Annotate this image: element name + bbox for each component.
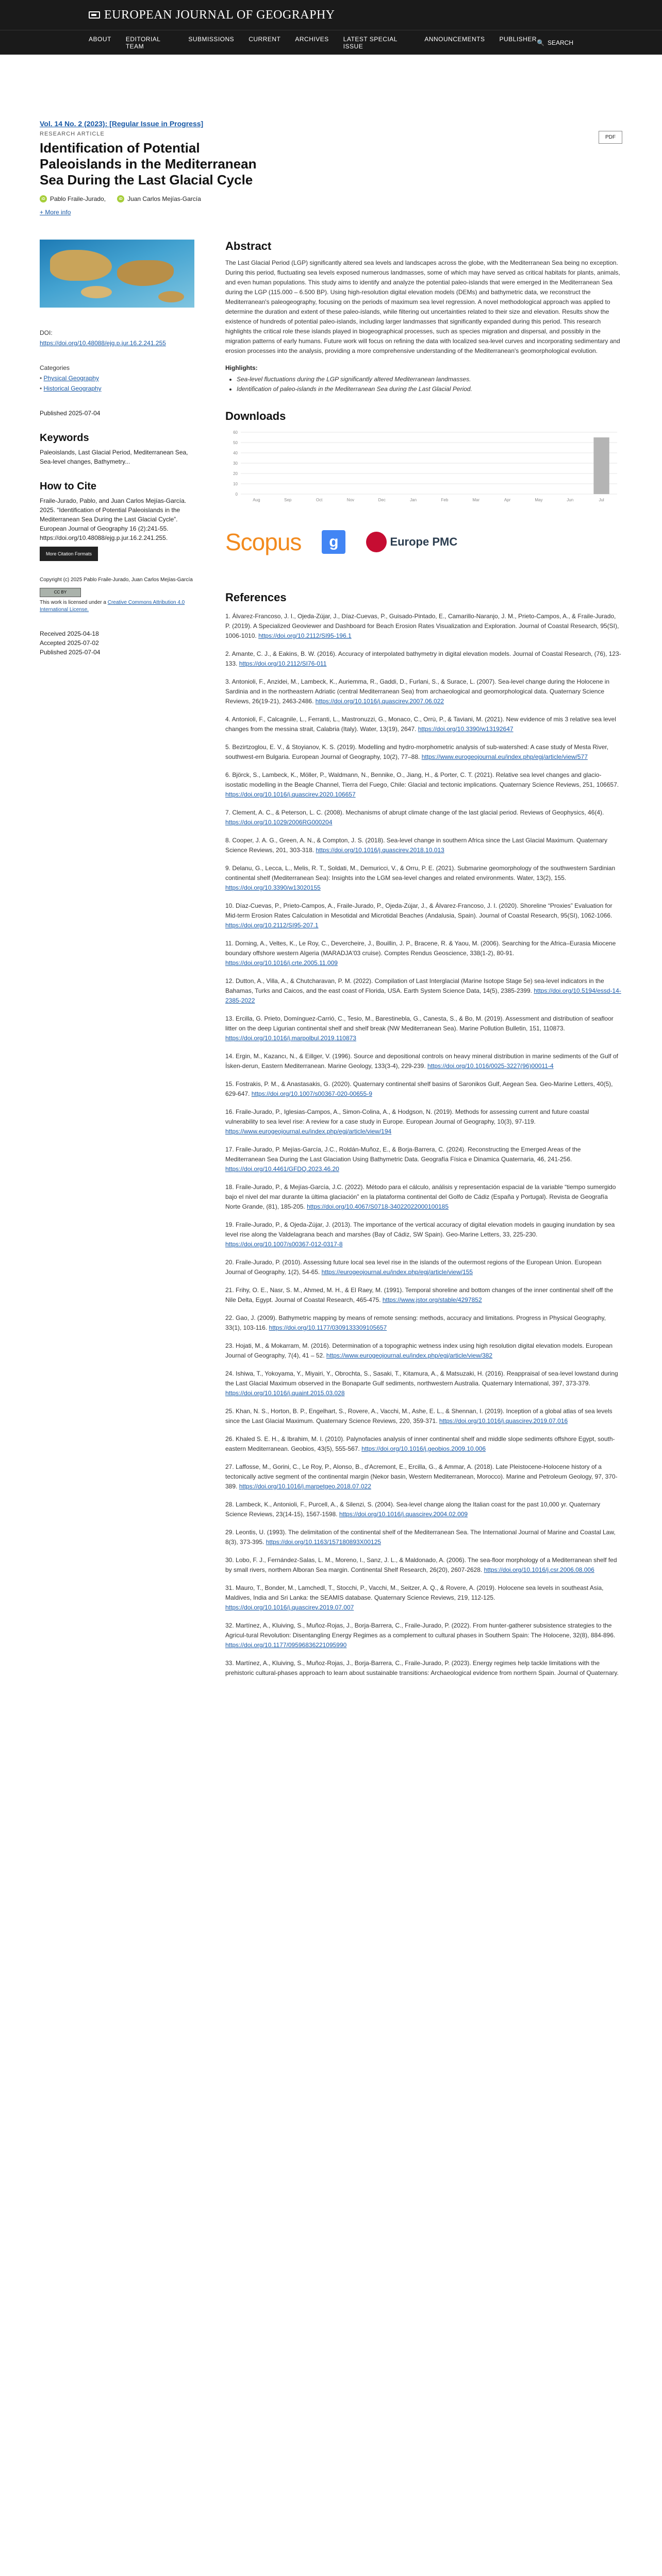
reference-item: 21. Frihy, O. E., Nasr, S. M., Ahmed, M. H., & El Raey, M. (1991). Temporal shoreline and bottom changes of the inner continental shelf off the Nile Delta, Egypt. Journal of Coastal Research, 465-475. https://www.jstor.org/stable/4297852 — [225, 1286, 614, 1303]
reference-doi-link[interactable]: https://doi.org/10.2112/SI95-207.1 — [225, 922, 319, 929]
license-text: This work is licensed under a — [40, 600, 106, 605]
author-name: Pablo Fraile-Jurado, — [50, 195, 106, 202]
reference-item: 22. Gao, J. (2009). Bathymetric mapping by means of remote sensing: methods, accuracy and limitations. Progress in Physical Geography, 33(1), 103-116. https://doi.org/10.1177/0309133309105657 — [225, 1314, 606, 1331]
reference-item: 12. Dutton, A., Villa, A., & Chutcharavan, P. M. (2022). Compilation of Last Interglacial (Marine Isotope Stage 5e) sea-level indicators in the Bahamas, Turks and Caicos, and the east coast of Florida, USA. Earth System Science Data, 14(5), 2385-2399. https://doi.org/10.5194/essd-14-2385-2022 — [225, 977, 621, 1004]
highlights-heading: Highlights: — [225, 364, 258, 371]
reference-doi-link[interactable]: https://doi.org/10.1163/157180893X00125 — [266, 1538, 382, 1546]
author-item[interactable] — [40, 195, 106, 202]
copyright-text: Copyright (c) 2025 Pablo Fraile-Jurado, Juan Carlos Mejías-García — [40, 577, 193, 583]
reference-doi-link[interactable]: https://doi.org/10.4067/S0718-34022022000100185 — [307, 1203, 449, 1210]
reference-item: 5. Bezirtzoglou, E. V., & Stoyianov, K. S. (2019). Modelling and hydro-morphometric analysis of sub-watershed: A case study of Mesta River, southwest-ern Bulgaria. European Journal of Geography, 10(2), 77–88. https://www.eurogeojournal.eu/index.php/egj/article/view/577 — [225, 743, 609, 760]
reference-doi-link[interactable]: https://www.eurogeojournal.eu/index.php/egj/article/view/194 — [225, 1128, 392, 1135]
orcid-icon[interactable]: iD — [40, 195, 47, 202]
search-icon: 🔍 — [537, 39, 544, 46]
y-tick-label: 20 — [233, 471, 238, 476]
europe-pmc-text: Europe PMC — [390, 535, 458, 548]
reference-item: 7. Clement, A. C., & Peterson, L. C. (2008). Mechanisms of abrupt climate change of the last glacial period. Reviews of Geophysics, 46(4). https://doi.org/10.1029/2006RG000204 — [225, 809, 604, 826]
reference-doi-link[interactable]: https://doi.org/10.4461/GFDQ.2023.46.20 — [225, 1165, 339, 1173]
reference-doi-link[interactable]: https://doi.org/10.1016/j.crte.2005.11.009 — [225, 959, 338, 967]
license-link[interactable]: Creative Commons Attribution 4.0 International License. — [40, 600, 185, 613]
reference-doi-link[interactable]: https://www.eurogeojournal.eu/index.php/egj/article/view/577 — [421, 753, 588, 760]
nav-item[interactable]: ANNOUNCEMENTS — [424, 35, 485, 43]
y-tick-label: 50 — [233, 440, 238, 445]
doi-link[interactable]: https://doi.org/10.48088/ejg.p.jur.16.2.241.255 — [40, 340, 166, 347]
reference-item: 33. Martínez, A., Kluiving, S., Muñoz-Rojas, J., Borja-Barrera, C., Fraile-Jurado, P. (2023). Energy regimes help tackle limitations with the prehistoric cultural-phases approach to learn about sustainable transitions: Archaeological evidence from northern Spain. Journal of Quaternary. — [225, 1659, 619, 1676]
scopus-logo[interactable]: Scopus — [225, 529, 302, 555]
search-label: SEARCH — [547, 39, 573, 46]
reference-item: 17. Fraile-Jurado, P. Mejías-García, J.C., Roldán-Muñoz, E., & Borja-Barrera, C. (2024). Reconstructing the Emerged Areas of the Mediterranean Sea During the Last Glaciation Using Bathymetric Data. Geografía Física e Dinamica Quaternaria, 46, 241-256. https://doi.org/10.4461/GFDQ.2023.46.20 — [225, 1146, 581, 1173]
abstract-text: The Last Glacial Period (LGP) significantly altered sea levels and landscapes across the globe, with the Mediterranean Sea being no exception. During this period, fluctuating sea levels exposed numerous landmasses, some of which may have served as critical habitats for plants, animals, and even human populations. This study aims to identify and analyze the potential paleo-islands that were emerged in the Mediterranean Sea during the LGP (115.000 – 6.500 BP). Using high-resolution digital elevation models (DEMs) and bathymetric data, we reconstruct the Mediterranean's paleogeography, focusing on the periods of maximum sea level regression. A novel methodological approach was applied to determine the duration and extent of these paleo-islands, while filtering out uncertainties related to their size and elevation. Results show the existence of hundreds of potential paleo-islands, including larger landmasses that significantly expanded during this period. This research highlights the critical role these islands played in biogeographical processes, such as species migration and dispersal, and possibly in the migration patterns of early humans. Future work will focus on refining the data with localized sea-level curves and incorporating sedimentary and erosion processes into the analysis, providing a more comprehensive understanding of the Mediterranean's geomorphological evolution. — [225, 259, 620, 354]
reference-doi-link[interactable]: https://www.eurogeojournal.eu/index.php/egj/article/view/382 — [326, 1352, 493, 1359]
reference-doi-link[interactable]: https://doi.org/10.1016/j.quaint.2015.03.028 — [225, 1389, 345, 1397]
logo-text: EUROPEAN JOURNAL OF GEOGRAPHY — [104, 8, 335, 22]
reference-doi-link[interactable]: https://doi.org/10.2112/SI95-196.1 — [258, 632, 352, 639]
cover-image[interactable] — [40, 240, 194, 308]
reference-item: 23. Hojati, M., & Mokarram, M. (2016). Determination of a topographic wetness index using high resolution digital elevation models. European Journal of Geography, 7(4), 41 – 52. https://www.eurogeojournal.eu/index.php/egj/article/view/382 — [225, 1342, 613, 1359]
nav-item[interactable]: ARCHIVES — [295, 35, 329, 43]
article-title: Identification of Potential Paleoislands in the Mediterranean Sea During the Last Glacial Cycle — [40, 140, 257, 188]
downloads-heading: Downloads — [225, 410, 286, 422]
x-tick-label: Mar — [472, 498, 480, 502]
nav-item[interactable]: LATEST SPECIAL ISSUE — [343, 35, 398, 50]
reference-doi-link[interactable]: https://doi.org/10.1029/2006RG000204 — [225, 819, 333, 826]
references-heading: References — [225, 591, 287, 604]
dates-block — [40, 629, 194, 657]
reference-item: 29. Leontis, U. (1993). The delimitation of the continental shelf of the Mediterranean Sea. The International Journal of Marine and Coastal Law, 8(3), 373-395. https://doi.org/10.1163/157180893X00125 — [225, 1529, 616, 1546]
x-tick-label: Sep — [284, 498, 292, 502]
site-header — [0, 0, 662, 30]
y-tick-label: 40 — [233, 451, 238, 455]
reference-doi-link[interactable]: https://doi.org/10.1016/j.quascirev.2019.07.016 — [439, 1417, 568, 1425]
downloads-chart-svg — [225, 428, 622, 505]
reference-item: 26. Khaled S. E. H., & Ibrahim, M. I. (2010). Palynofacies analysis of inner continental shelf and middle slope sediments offshore Egypt, south-eastern Mediterranean. Geobios, 43(5), 555-567. https://doi.org/10.1016/j.geobios.2009.10.006 — [225, 1435, 615, 1452]
reference-item: 6. Björck, S., Lambeck, K., Möller, P., Waldmann, N., Bennike, O., Jiang, H., & Porter, C. T. (2021). Relative sea level changes and glacio-isostatic modelling in the Beagle Channel, Tierra del Fuego, Chile: Glacial and tectonic implications. Quaternary Science Reviews, 251, 106657. https://doi.org/10.1016/j.quascirev.2020.106657 — [225, 771, 619, 798]
reference-item: 20. Fraile-Jurado, P. (2010). Assessing future local sea level rise in the islands of the outermost regions of the European Union. European Journal of Geography, 1(2), 54-65. https://eurogeojournal.eu/index.php/egj/article/view/155 — [225, 1259, 602, 1276]
reference-item: 28. Lambeck, K., Antonioli, F., Purcell, A., & Silenzi, S. (2004). Sea-level change along the Italian coast for the past 10,000 yr. Quaternary Science Reviews, 23(14-15), 1567-1598. https://doi.org/10.1016/j.quascirev.2004.02.009 — [225, 1501, 601, 1518]
reference-doi-link[interactable]: https://doi.org/10.1016/j.quascirev.2020.106657 — [225, 791, 356, 798]
reference-doi-link[interactable]: https://doi.org/10.1016/j.marpolbul.2019.110873 — [225, 1035, 356, 1042]
pdf-button[interactable]: PDF — [599, 131, 622, 144]
reference-doi-link[interactable]: https://doi.org/10.2112/SI76-011 — [239, 660, 327, 667]
nav-item[interactable]: ABOUT — [89, 35, 111, 43]
reference-item: 30. Lobo, F. J., Fernández-Salas, L. M., Moreno, I., Sanz, J. L., & Maldonado, A. (2006). The sea-floor morphology of a Mediterranean shelf fed by small rivers, northern Alboran Sea margin. Continental Shelf Research, 26(20), 2607-2628. https://doi.org/10.1016/j.csr.2006.08.006 — [225, 1556, 617, 1573]
cite-heading: How to Cite — [40, 481, 96, 492]
more-info-link[interactable]: + More info — [40, 209, 71, 216]
published-date-2: Published 2025-07-04 — [40, 649, 101, 656]
main-nav — [0, 30, 662, 55]
x-tick-label: Jan — [410, 498, 417, 502]
references-list — [225, 612, 622, 1678]
europe-pmc-logo[interactable] — [366, 532, 457, 552]
sidebar — [40, 240, 194, 672]
europe-pmc-icon — [366, 532, 387, 552]
cite-block — [40, 482, 194, 561]
reference-item: 14. Ergin, M., Kazancı, N., & Eillger, V. (1996). Source and depositional controls on heavy mineral distribution in marine sediments of the Gulf of İsken-derun, Eastern Mediterranean. Marine Geology, 133(3-4), 229-239. https://doi.org/10.1016/0025-3227(96)00011-4 — [225, 1053, 618, 1070]
reference-doi-link[interactable]: https://doi.org/10.1016/j.quascirev.2019.07.007 — [225, 1604, 354, 1611]
license-block — [40, 577, 194, 614]
reference-item: 16. Fraile-Jurado, P., Iglesias-Campos, A., Simon-Colina, A., & Hodgson, N. (2019). Methods for assessing current and future coastal vulnerability to sea level rise: A review for a case study in Europe. European Journal of Geography, 10(3), 97-119. https://www.eurogeojournal.eu/index.php/egj/article/view/194 — [225, 1108, 589, 1135]
author-name: Juan Carlos Mejías-García — [127, 195, 201, 202]
downloads-chart — [225, 428, 622, 505]
x-tick-label: Feb — [441, 498, 449, 502]
nav-item[interactable]: PUBLISHER — [499, 35, 537, 43]
doi-block — [40, 328, 194, 348]
reference-doi-link[interactable]: https://doi.org/10.5194/essd-14-2385-2022 — [225, 987, 621, 1004]
reference-item: 19. Fraile-Jurado, P., & Ojeda-Zújar, J. (2013). The importance of the vertical accuracy of digital elevation models in gauging inundation by sea level rise along the Valdelagrana beach and marshes (Bay of Cádiz, SW Spain). Geo-Marine Letters, 33, 225-230. https://doi.org/10.1007/s00367-012-0317-8 — [225, 1221, 615, 1248]
reference-doi-link[interactable]: https://doi.org/10.1007/s00367-020-00655-9 — [251, 1090, 372, 1097]
reference-item: 13. Ercilla, G. Prieto, Domínguez-Carrió, C., Tesio, M., Barestinebla, G., Canesta, S., & Bo, M. (2019). Assessment and distribution of seafloor litter on the deep Ligurian continental shelf and shelf break (NW Mediterranean Sea). Marine Pollution Bulletin, 151, 110873. https://doi.org/10.1016/j.marpolbul.2019.110873 — [225, 1015, 614, 1042]
reference-item: 31. Mauro, T., Bonder, M., Lamchedl, T., Stocchi, P., Vacchi, M., Seitzer, A. Q., & Rovere, A. (2019). Holocene sea levels in southeast Asia, Maldives, India and Sri Lanka: the SEAMIS database. Quaternary Science Reviews, 219, 112-125. https://doi.org/10.1016/j.quascirev.2019.07.007 — [225, 1584, 604, 1611]
y-tick-label: 10 — [233, 482, 238, 486]
reference-doi-link[interactable]: https://doi.org/10.3390/w13020155 — [225, 884, 321, 891]
x-tick-label: Jun — [567, 498, 574, 502]
categories-block — [40, 363, 194, 393]
cc-by-badge[interactable]: CC BY — [40, 588, 81, 597]
published-date: Published 2025-07-04 — [40, 410, 101, 417]
reference-item: 32. Martínez, A., Kluiving, S., Muñoz-Rojas, J., Borja-Barrera, C., Fraile-Jurado, P. (2022). From hunter-gatherer subsistence strategies to the Agricul-tural Revolution: Disentangling Energy Regimes as a complement to cultural phases in Southern Spain: The Holocene, 32(8), 884-896. https://doi.org/10.1177/09596836221095990 — [225, 1622, 616, 1649]
reference-doi-link[interactable]: https://doi.org/10.1016/j.marpetgeo.2018.07.022 — [239, 1483, 371, 1490]
reference-doi-link[interactable]: https://doi.org/10.1007/s00367-012-0317-8 — [225, 1241, 343, 1248]
highlight-item: • Sea-level fluctuations during the LGP significantly altered Mediterranean landmasses. — [237, 375, 622, 384]
reference-doi-link[interactable]: https://doi.org/10.1016/j.quascirev.2004.02.009 — [339, 1511, 468, 1518]
reference-item: 27. Laffosse, M., Gorini, C., Le Roy, P., Alonso, B., d'Acremont, E., Ercilla, G., & Ammar, A. (2018). Late Pleistocene-Holocene history of a tectonically active segment of the continental margin (Nekor basin, Western Mediterranean, Morocco). Marine and Petroleum Geology, 97, 370-389. https://doi.org/10.1016/j.marpetgeo.2018.07.022 — [225, 1463, 618, 1490]
reference-doi-link[interactable]: https://www.jstor.org/stable/4297852 — [382, 1296, 482, 1303]
nav-item[interactable]: EDITORIAL TEAM — [125, 35, 161, 50]
journal-logo-icon — [89, 11, 100, 19]
site-logo[interactable] — [89, 8, 335, 22]
keywords-heading: Keywords — [40, 432, 89, 444]
highlight-item: • Identification of paleo-islands in the Mediterranean Sea during the Last Glacial Period. — [237, 384, 622, 394]
download-bar[interactable] — [593, 437, 609, 494]
orcid-icon[interactable]: iD — [117, 195, 124, 202]
x-tick-label: Dec — [378, 498, 386, 502]
doi-label: DOI: — [40, 329, 53, 336]
citation-formats-button[interactable]: More Citation Formats — [40, 547, 98, 561]
reference-item: 10. Díaz-Cuevas, P., Prieto-Campos, A., Fraile-Jurado, P., Ojeda-Zújar, J., & Álvarez-Francoso, J. I. (2020). Shoreline “Proxies” Evaluation for Mid-term Erosion Rates Calculation in Mesotidal and Microtidal Beaches (Andalusia, Spain). Journal of Coastal Research, 95(SI), 1062-1066. https://doi.org/10.2112/SI95-207.1 — [225, 902, 613, 929]
reference-doi-link[interactable]: https://doi.org/10.1016/j.csr.2006.08.006 — [484, 1566, 594, 1573]
nav-items — [89, 36, 537, 50]
google-scholar-logo[interactable]: g — [322, 530, 345, 554]
section-tag: RESEARCH ARTICLE — [40, 131, 105, 137]
highlights-list — [225, 375, 622, 394]
x-tick-label: May — [535, 498, 543, 502]
reference-doi-link[interactable]: https://doi.org/10.1177/09596836221095990 — [225, 1641, 347, 1649]
article-body — [40, 240, 622, 1686]
article-page — [40, 120, 622, 1686]
header-spacer — [0, 55, 662, 120]
reference-doi-link[interactable]: https://doi.org/10.1016/j.quascirev.2018.10.013 — [316, 846, 444, 854]
abstract-heading: Abstract — [225, 240, 272, 252]
reference-item: 15. Fostrakis, P. M., & Anastasakis, G. (2020). Quaternary continental shelf basins of Saronikos Gulf, Aegean Sea. Geo-Marine Letters, 40(5), 629-647. https://doi.org/10.1007/s00367-020-00655-9 — [225, 1080, 613, 1097]
x-tick-label: Oct — [316, 498, 323, 502]
received-date: Received 2025-04-18 — [40, 630, 99, 637]
x-tick-label: Aug — [253, 498, 260, 502]
reference-item: 4. Antonioli, F., Calcagnile, L., Ferranti, L., Mastronuzzi, G., Monaco, C., Orrù, P., & Taviani, M. (2021). New evidence of mis 3 relative sea level changes from the messina strait, Calabria (Italy). Water, 13(19), 2647. https://doi.org/10.3390/w13192647 — [225, 716, 616, 733]
reference-doi-link[interactable]: https://doi.org/10.1016/j.geobios.2009.10.006 — [361, 1445, 486, 1452]
accepted-date: Accepted 2025-07-02 — [40, 639, 99, 647]
reference-item: 24. Ishiwa, T., Yokoyama, Y., Miyairi, Y., Obrochta, S., Sasaki, T., Kitamura, A., & Matsuzaki, H. (2016). Reappraisal of sea-level lowstand during the Last Glacial Maximum observed in the Bonaparte Gulf sediments, northwestern Australia. Quaternary International, 397, 373-379. https://doi.org/10.1016/j.quaint.2015.03.028 — [225, 1370, 618, 1397]
reference-doi-link[interactable]: https://doi.org/10.1016/0025-3227(96)00011-4 — [427, 1062, 554, 1070]
category-link[interactable]: Physical Geography — [43, 375, 99, 382]
reference-item: 8. Cooper, J. A. G., Green, A. N., & Compton, J. S. (2018). Sea-level change in southern Africa since the Last Glacial Maximum. Quaternary Science Reviews, 201, 303-318. https://doi.org/10.1016/j.quascirev.2018.10.013 — [225, 837, 608, 854]
reference-doi-link[interactable]: https://doi.org/10.1177/0309133309105657 — [269, 1324, 387, 1331]
x-tick-label: Nov — [346, 498, 355, 502]
categories-label: Categories — [40, 364, 70, 371]
nav-item[interactable]: SUBMISSIONS — [188, 35, 235, 43]
y-tick-label: 30 — [233, 461, 238, 466]
nav-item[interactable]: CURRENT — [249, 35, 281, 43]
x-tick-label: Jul — [599, 498, 604, 502]
reference-doi-link[interactable]: https://eurogeojournal.eu/index.php/egj/article/view/155 — [321, 1268, 473, 1276]
y-tick-label: 60 — [233, 430, 238, 435]
reference-doi-link[interactable]: https://doi.org/10.3390/w13192647 — [418, 725, 514, 733]
issue-link[interactable]: Vol. 14 No. 2 (2023): [Regular Issue in Progress] — [40, 120, 204, 128]
indexing-logos — [225, 524, 622, 560]
reference-item: 9. Delanu, G., Lecca, L., Melis, R. T., Soldati, M., Demuricci, V., & Orru, P. E. (2021). Submarine geomorphology of the southwestern Sardinian continental shelf (Mediterranean Sea): Insights into the LGM sea-level changes and related environments. Water, 13(2), 155. https://doi.org/10.3390/w13020155 — [225, 865, 616, 891]
reference-item: 25. Khan, N. S., Horton, B. P., Engelhart, S., Rovere, A., Vacchi, M., Ashe, E. L., & Shennan, I. (2019). Inception of a global atlas of sea levels since the Last Glacial Maximum. Quaternary Science Reviews, 220, 359-371. https://doi.org/10.1016/j.quascirev.2019.07.016 — [225, 1408, 613, 1425]
reference-doi-link[interactable]: https://doi.org/10.1016/j.quascirev.2007.06.022 — [315, 698, 444, 705]
category-link[interactable]: Historical Geography — [43, 385, 102, 392]
x-tick-label: Apr — [504, 498, 511, 502]
citation-text: Fraile-Jurado, Pablo, and Juan Carlos Mejías-García. 2025. “Identification of Potential Paleoislands in the Mediterranean Sea During the Last Glacial Cycle”. European Journal of Geography 16 (2):241-55. https://doi.org/10.48088/ejg.p.jur.16.2.241.255. — [40, 497, 187, 541]
y-tick-label: 0 — [235, 492, 238, 497]
reference-item: 3. Antonioli, F., Anzidei, M., Lambeck, K., Auriemma, R., Gaddi, D., Furlani, S., & Surace, L. (2007). Sea-level change during the Holocene in Sardinia and in the northeastern Adriatic (central Mediterranean Sea) from archaeological and geomorphological data. Quaternary Science Reviews, 26(19-21), 2463-2486. https://doi.org/10.1016/j.quascirev.2007.06.022 — [225, 678, 610, 705]
reference-item: 11. Dorning, A., Veltes, K., Le Roy, C., Devercheire, J., Bouillin, J. P., Bracene, R. & Yaou, M. (2006). Searching for the Africa–Eurasia Miocene boundary offshore western Algeria (MARADJA'03 cruise). Comptes Rendus Geoscience, 338(1-2), 80-91. https://doi.org/10.1016/j.crte.2005.11.009 — [225, 940, 616, 967]
keywords-block — [40, 433, 194, 466]
reference-item: 2. Amante, C. J., & Eakins, B. W. (2016). Accuracy of interpolated bathymetry in digital elevation models. Journal of Coastal Research, (76), 123-133. https://doi.org/10.2112/SI76-011 — [225, 650, 621, 667]
keywords-text: Paleoislands, Last Glacial Period, Mediterranean Sea, Sea-level changes, Bathymetry... — [40, 449, 188, 465]
reference-item: 18. Fraile-Jurado, P., & Mejías-García, J.C. (2022). Método para el cálculo, análisis y representación espacial de la variable “tiempo sumergido bajo el nivel del mar durante la última glaciación” en la plataforma continental del Golfo de Cádiz (España y Portugal). Revista de Geografía Norte Grande, (81), 185-205. https://doi.org/10.4067/S0718-34022022000100185 — [225, 1183, 616, 1210]
reference-item: 1. Álvarez-Francoso, J. I., Ojeda-Zújar, J., Díaz-Cuevas, P., Guisado-Pintado, E., Camarillo-Naranjo, J. M., Prieto-Campos, A., & Fraile-Jurado, P. (2019). A Specialized Geoviewer and Dashboard for Beach Erosion Rates Visualization and Exploration. Journal of Coastal Research, 95(SI), 1006-1010. https://doi.org/10.2112/SI95-196.1 — [225, 613, 619, 639]
main-content — [225, 240, 622, 1686]
author-list — [40, 195, 622, 202]
search-link[interactable] — [537, 39, 573, 46]
author-item[interactable] — [117, 195, 201, 202]
